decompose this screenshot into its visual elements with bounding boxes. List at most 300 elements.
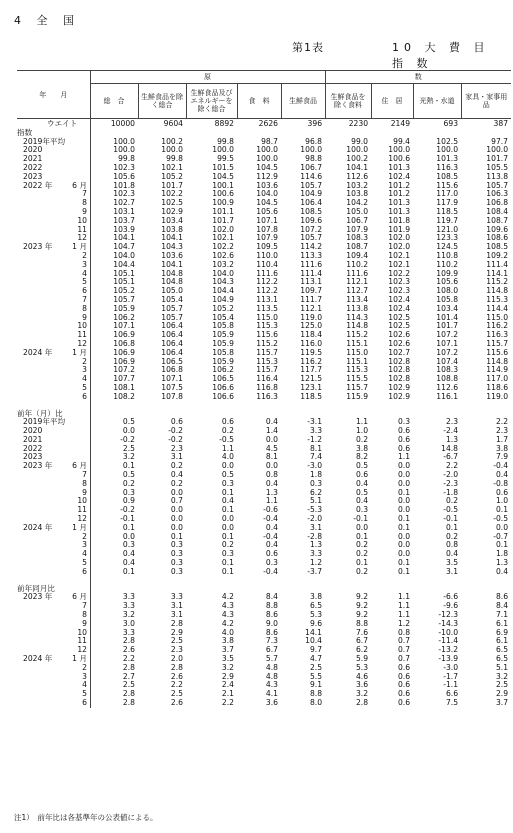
value-cell: -0.2 [168, 434, 183, 444]
value-cell: 6.7 [355, 636, 369, 646]
value-cell: 2.4 [221, 680, 234, 690]
value-cell: -14.3 [438, 618, 459, 628]
row-year: 2021 [23, 434, 43, 444]
value-cell: 115.3 [256, 321, 278, 331]
value-cell: -3.0 [307, 461, 323, 471]
row-year: 2023 年 [23, 461, 53, 471]
value-cell: 109.9 [436, 268, 459, 278]
value-cell: 102.0 [388, 233, 411, 243]
value-cell: -0.8 [493, 478, 509, 488]
value-cell: 2.8 [90, 699, 138, 708]
value-cell: 6.5 [309, 601, 323, 611]
value-cell: 5.3 [355, 662, 369, 672]
value-cell: 106.3 [486, 189, 509, 199]
value-cell: 98.8 [305, 154, 323, 164]
value-cell: 0.4 [265, 540, 278, 550]
value-cell: 8.1 [309, 443, 323, 453]
value-cell: 109.5 [256, 242, 278, 252]
value-cell: 2.8 [170, 618, 183, 628]
value-cell: 2.8 [170, 662, 183, 672]
value-cell: 0.6 [397, 698, 411, 707]
value-cell: 112.6 [436, 382, 459, 392]
row-year: 2022 年 [23, 180, 53, 190]
value-cell: 104.0 [256, 189, 278, 199]
value-cell: 0.0 [495, 522, 509, 532]
value-cell: 110.0 [256, 250, 278, 260]
value-cell: 2.2 [495, 417, 509, 427]
value-cell: 115.1 [346, 356, 369, 366]
value-cell: 1.2 [397, 618, 411, 628]
row-month: 7 [82, 601, 87, 611]
group-header-orig: 原 [90, 71, 325, 84]
row-month: 4 [82, 374, 87, 384]
value-cell: 104.3 [161, 242, 183, 252]
value-cell: 108.5 [300, 206, 323, 216]
value-cell: 3.8 [309, 592, 323, 602]
value-cell: -1.8 [443, 487, 459, 497]
value-cell: -3.0 [443, 662, 459, 672]
row-month: 2 [82, 356, 87, 366]
value-cell: -0.5 [443, 505, 459, 515]
value-cell: 102.5 [388, 312, 411, 322]
value-cell: 106.9 [90, 358, 138, 367]
value-cell: 9.0 [265, 618, 278, 628]
value-cell: -1.2 [307, 434, 323, 444]
row-month: 9 [82, 312, 87, 322]
value-cell: 101.3 [388, 206, 411, 216]
row-year: 2023 [23, 171, 43, 181]
value-cell: 0.1 [221, 531, 234, 541]
value-cell: 2.5 [495, 680, 509, 690]
value-cell: 0.3 [90, 489, 138, 498]
value-cell: 8.1 [265, 452, 278, 462]
value-cell: 106.8 [90, 340, 138, 349]
value-cell: 7.5 [445, 698, 459, 707]
value-cell: 5.1 [495, 662, 509, 672]
value-cell: 6.9 [495, 627, 509, 637]
footnote: 注1） 前年比は各基準年の公表値による。 [14, 813, 158, 822]
value-cell: 0.4 [265, 478, 278, 488]
value-cell: 0.3 [170, 566, 183, 576]
value-cell: 102.8 [388, 356, 411, 366]
value-cell: 119.7 [436, 215, 459, 225]
value-cell: -2.0 [307, 514, 323, 524]
value-cell: 6.2 [309, 487, 323, 497]
value-cell: 116.3 [256, 391, 278, 401]
value-cell: 103.1 [90, 208, 138, 217]
value-cell: 105.4 [212, 312, 234, 322]
value-cell: 106.7 [300, 162, 323, 172]
row-month: 8 [82, 198, 87, 208]
value-cell: 0.2 [355, 540, 369, 550]
index-table [17, 70, 511, 708]
table-row [17, 480, 511, 489]
value-cell: 0.0 [355, 522, 369, 532]
value-cell: 115.6 [436, 180, 459, 190]
row-month: 6 [82, 391, 87, 401]
value-cell: 1.1 [397, 452, 411, 462]
value-cell: 8.8 [355, 618, 369, 628]
value-cell: 6.5 [495, 645, 509, 655]
value-cell: 8.2 [355, 452, 369, 462]
value-cell: 119.5 [300, 347, 323, 357]
section-gap [17, 402, 511, 410]
value-cell: 8.4 [265, 592, 278, 602]
table-title: 10 大 費 目 指 数 [392, 41, 490, 70]
value-cell: 0.4 [355, 478, 369, 488]
row-month: 1 月 [72, 522, 87, 532]
value-cell: 4.8 [265, 671, 278, 681]
value-cell: 116.2 [486, 321, 509, 331]
value-cell: 102.2 [212, 242, 234, 252]
value-cell: 96.8 [305, 136, 323, 146]
value-cell: 104.1 [346, 162, 369, 172]
value-cell: 0.4 [90, 559, 138, 568]
value-cell: 6.6 [445, 689, 459, 699]
value-cell: 109.2 [486, 250, 509, 260]
value-cell: 0.1 [355, 531, 369, 541]
row-month: 7 [82, 294, 87, 304]
value-cell: 102.2 [388, 268, 411, 278]
value-cell: -0.4 [263, 566, 278, 576]
value-cell: 101.2 [388, 180, 411, 190]
value-cell: 110.2 [346, 259, 369, 269]
value-cell: 2.9 [170, 627, 183, 637]
value-cell: 102.9 [388, 391, 411, 401]
value-cell: 106.6 [212, 382, 234, 392]
value-cell: 101.1 [212, 206, 234, 216]
value-cell: 102.0 [388, 242, 411, 252]
value-cell: -2.3 [443, 478, 459, 488]
value-cell: 6.5 [495, 654, 509, 664]
row-year: 2024 年 [23, 347, 53, 357]
value-cell: 104.3 [212, 277, 234, 287]
value-cell: 118.6 [486, 382, 509, 392]
row-month: 3 [82, 671, 87, 681]
value-cell: 387 [493, 119, 509, 128]
value-cell: 107.9 [256, 233, 278, 243]
value-cell: 2.3 [170, 443, 183, 453]
value-cell: 118.4 [300, 330, 323, 340]
value-cell: 103.2 [346, 180, 369, 190]
row-month: 11 [77, 505, 87, 515]
table-row [17, 119, 511, 129]
section-title: 前年（月）比 [17, 408, 63, 418]
value-cell: 100.0 [388, 145, 411, 155]
row-year: 2023 年 [23, 242, 53, 252]
value-cell: 0.6 [397, 680, 411, 690]
value-cell: -0.7 [493, 531, 509, 541]
value-cell: 108.4 [486, 206, 509, 216]
table-row [17, 568, 511, 577]
value-cell: 0.0 [397, 531, 411, 541]
row-month: 11 [77, 636, 87, 646]
value-cell: -2.8 [307, 531, 323, 541]
value-cell: 4.2 [221, 592, 234, 602]
table-row [17, 673, 511, 682]
section-title: 前年同月比 [17, 583, 55, 593]
table-row [17, 593, 511, 602]
value-cell: 113.5 [256, 303, 278, 313]
value-cell: -0.4 [263, 514, 278, 524]
value-cell: 102.3 [388, 286, 411, 296]
value-cell: 104.1 [161, 259, 183, 269]
table-row [17, 515, 511, 524]
value-cell: 106.7 [346, 215, 369, 225]
value-cell: 0.4 [265, 522, 278, 532]
value-cell: 121.0 [436, 224, 459, 234]
value-cell: -5.3 [307, 505, 323, 515]
value-cell: -6.6 [443, 592, 459, 602]
value-cell: 104.5 [256, 162, 278, 172]
value-cell: 100.0 [161, 145, 183, 155]
table-row [17, 699, 511, 708]
value-cell: 105.6 [256, 206, 278, 216]
group-header-num: 数 [325, 71, 511, 84]
value-cell: 1.1 [355, 417, 369, 427]
value-cell: 118.5 [436, 206, 459, 216]
table-row [17, 611, 511, 620]
row-month: 4 [82, 268, 87, 278]
value-cell: 10000 [90, 119, 138, 129]
value-cell: 8.8 [309, 689, 323, 699]
value-cell: 99.8 [166, 154, 183, 164]
value-cell: 1.1 [221, 443, 234, 453]
row-month: 2 [82, 662, 87, 672]
value-cell: 0.1 [221, 558, 234, 568]
value-cell: 0.0 [397, 470, 411, 480]
value-cell: 106.8 [486, 198, 509, 208]
value-cell: -0.4 [263, 531, 278, 541]
value-cell: -0.2 [90, 506, 138, 515]
value-cell: 101.3 [436, 154, 459, 164]
value-cell: -0.1 [443, 514, 459, 524]
value-cell: 5.7 [265, 654, 278, 664]
value-cell: 106.8 [161, 365, 183, 375]
value-cell: 2230 [348, 119, 369, 128]
value-cell: 117.9 [436, 198, 459, 208]
value-cell: 14.8 [441, 443, 459, 453]
value-cell: 0.3 [397, 417, 411, 427]
table-row [17, 655, 511, 664]
value-cell: 104.5 [256, 198, 278, 208]
value-cell: 102.8 [388, 365, 411, 375]
value-cell: 105.9 [212, 330, 234, 340]
value-cell: 108.3 [436, 365, 459, 375]
value-cell: 100.0 [300, 145, 323, 155]
value-cell: 113.8 [346, 303, 369, 313]
value-cell: 9.7 [309, 645, 323, 655]
value-cell: 0.1 [495, 505, 509, 515]
value-cell: 104.1 [90, 234, 138, 243]
value-cell: 104.0 [212, 268, 234, 278]
table-row [17, 471, 511, 480]
value-cell: 3.0 [90, 620, 138, 629]
value-cell: 5.1 [309, 496, 323, 506]
value-cell: 2.5 [90, 681, 138, 690]
row-year: 2019年平均 [23, 136, 66, 146]
value-cell: 0.2 [445, 531, 459, 541]
row-year: 2024 年 [23, 654, 53, 664]
value-cell: 102.5 [161, 198, 183, 208]
value-cell: 0.0 [397, 496, 411, 506]
value-cell: 112.7 [346, 286, 369, 296]
value-cell: 2.8 [90, 637, 138, 646]
value-cell: 99.4 [393, 136, 411, 146]
row-month: 2 [82, 250, 87, 260]
value-cell: 116.1 [436, 391, 459, 401]
row-month: 9 [82, 206, 87, 216]
value-cell: 1.1 [397, 601, 411, 611]
value-cell: 3.5 [445, 558, 459, 568]
column-header: 生鮮食品及びエネルギーを除く総合 [186, 84, 237, 119]
value-cell: 117.0 [436, 189, 459, 199]
value-cell: 113.1 [300, 277, 323, 287]
value-cell: 0.0 [170, 505, 183, 515]
row-month: 6 月 [72, 180, 87, 190]
value-cell: 105.9 [212, 356, 234, 366]
value-cell: 108.5 [486, 242, 509, 252]
value-cell: 101.7 [212, 215, 234, 225]
value-cell: 108.5 [436, 171, 459, 181]
value-cell: 102.9 [388, 382, 411, 392]
value-cell: 8.6 [495, 592, 509, 602]
value-cell: 106.4 [300, 198, 323, 208]
row-year: 2022 [23, 443, 43, 453]
value-cell: 0.2 [221, 426, 234, 436]
value-cell: 112.6 [346, 171, 369, 181]
value-cell: 0.3 [170, 558, 183, 568]
value-cell: 99.8 [90, 155, 138, 164]
value-cell: 4.3 [265, 680, 278, 690]
value-cell: 1.3 [265, 487, 278, 497]
value-cell: 4.3 [221, 601, 234, 611]
value-cell: 0.0 [397, 540, 411, 550]
value-cell: 105.8 [212, 347, 234, 357]
column-header: 住 居 [371, 84, 413, 119]
value-cell: 4.8 [265, 662, 278, 672]
row-month: 12 [77, 338, 87, 348]
value-cell: 105.9 [90, 305, 138, 314]
value-cell: 2.6 [170, 671, 183, 681]
value-cell: 7.4 [309, 452, 323, 462]
value-cell: 104.0 [90, 252, 138, 261]
value-cell: 2.8 [90, 690, 138, 699]
value-cell: 117.7 [300, 365, 323, 375]
value-cell: 101.4 [436, 312, 459, 322]
value-cell: 2.2 [170, 680, 183, 690]
value-cell: 106.4 [161, 330, 183, 340]
value-cell: 0.2 [170, 478, 183, 488]
value-cell: 0.0 [397, 461, 411, 471]
value-cell: 0.1 [221, 505, 234, 515]
value-cell: 107.2 [436, 330, 459, 340]
value-cell: 103.6 [161, 250, 183, 260]
value-cell: 102.1 [388, 259, 411, 269]
value-cell: 105.2 [161, 171, 183, 181]
value-cell: 102.5 [388, 321, 411, 331]
value-cell: 108.7 [486, 215, 509, 225]
value-cell: 107.1 [436, 338, 459, 348]
value-cell: 3.3 [90, 593, 138, 602]
value-cell: 105.6 [436, 277, 459, 287]
value-cell: 0.3 [90, 541, 138, 550]
value-cell: 3.2 [90, 453, 138, 462]
weight-label: ウエイト [47, 119, 78, 128]
table-row [17, 646, 511, 655]
value-cell: 1.3 [445, 434, 459, 444]
row-month: 10 [77, 627, 87, 637]
value-cell: 105.7 [161, 312, 183, 322]
row-month: 5 [82, 277, 87, 287]
row-month: 12 [77, 233, 87, 243]
value-cell: 2.6 [170, 698, 183, 707]
value-cell: 3.1 [170, 601, 183, 611]
section-gap [17, 577, 511, 585]
value-cell: 0.9 [90, 497, 138, 506]
value-cell: 0.4 [495, 566, 509, 576]
row-year: 2021 [23, 154, 43, 164]
value-cell: 117.0 [486, 374, 509, 384]
value-cell: 9604 [163, 119, 183, 128]
row-month: 5 [82, 382, 87, 392]
value-cell: 3.3 [170, 592, 183, 602]
value-cell: 1.3 [309, 540, 323, 550]
value-cell: 0.0 [170, 487, 183, 497]
value-cell: 0.0 [221, 514, 234, 524]
value-cell: 0.2 [90, 480, 138, 489]
value-cell: 115.2 [486, 277, 509, 287]
value-cell: 108.0 [436, 286, 459, 296]
value-cell: 115.0 [256, 312, 278, 322]
column-header: 光熱・水道 [413, 84, 461, 119]
value-cell: 7.6 [355, 627, 369, 637]
column-header: 総 合 [90, 84, 138, 119]
value-cell: -3.1 [307, 417, 323, 427]
row-month: 5 [82, 558, 87, 568]
value-cell: 8.0 [309, 698, 323, 707]
value-cell: 106.9 [90, 331, 138, 340]
value-cell: 115.7 [256, 347, 278, 357]
value-cell: 102.6 [388, 330, 411, 340]
value-cell: 100.0 [90, 146, 138, 155]
row-month: 7 [82, 470, 87, 480]
value-cell: 0.6 [495, 487, 509, 497]
value-cell: 100.0 [256, 145, 278, 155]
value-cell: 2149 [390, 119, 411, 128]
value-cell: -1.7 [443, 671, 459, 681]
table-number: 第1表 [292, 41, 324, 54]
value-cell: 2.3 [170, 645, 183, 655]
value-cell: 3.7 [221, 645, 234, 655]
value-cell: 0.8 [445, 540, 459, 550]
table-row [17, 489, 511, 498]
value-cell: 2.1 [221, 689, 234, 699]
value-cell: -0.1 [90, 515, 138, 524]
row-month: 10 [77, 321, 87, 331]
value-cell: 0.3 [221, 478, 234, 488]
row-month: 8 [82, 610, 87, 620]
value-cell: 0.0 [221, 461, 234, 471]
row-year: 2019年平均 [23, 417, 66, 427]
value-cell: 108.8 [436, 374, 459, 384]
value-cell: 107.2 [90, 366, 138, 375]
value-cell: 3.6 [355, 680, 369, 690]
row-month: 10 [77, 215, 87, 225]
value-cell: 2.2 [90, 655, 138, 664]
value-cell: 100.9 [212, 198, 234, 208]
value-cell: 2.2 [221, 698, 234, 707]
